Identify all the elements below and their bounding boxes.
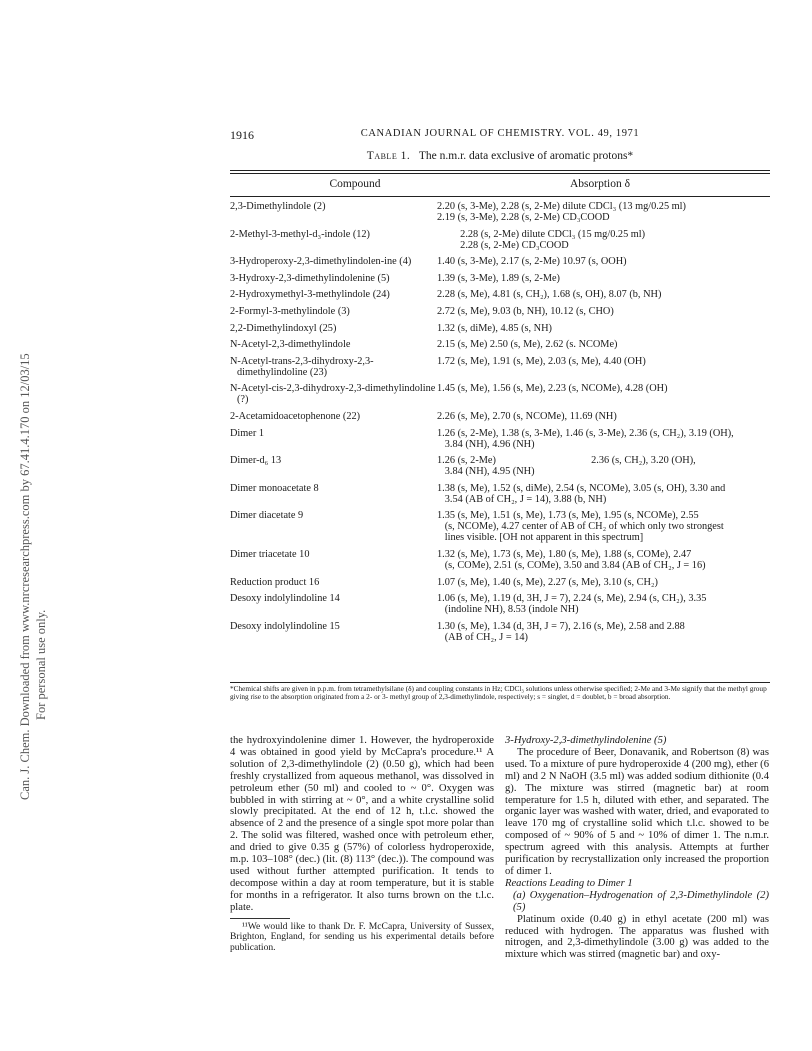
table-row (230, 323, 770, 334)
personal-use-text: For personal use only. (34, 609, 48, 720)
compound-cell: 2-Methyl-3-methyl-d₃-indole (12) (230, 228, 370, 240)
journal-title: CANADIAN JOURNAL OF CHEMISTRY. VOL. 49, 1971 (360, 128, 640, 139)
table-row (230, 256, 770, 267)
download-notice (14, 300, 64, 800)
absorption-cell: 2.26 (s, Me), 2.70 (s, NCOMe), 11.69 (NH) (437, 410, 617, 422)
absorption-cell: 1.06 (s, Me), 1.19 (d, 3H, J = 7), 2.24 (s, Me), 2.94 (s, CH₂), 3.35 (indoline NH), 8.53 (indole NH) (437, 593, 707, 616)
compound-cell: Dimer triacetate 10 (230, 548, 310, 560)
absorption-cell: 2.28 (s, Me), 4.81 (s, CH₂), 1.68 (s, OH), 8.07 (b, NH) (437, 289, 662, 301)
absorption-cell: 1.32 (s, diMe), 4.85 (s, NH) (437, 322, 552, 334)
compound-cell: Dimer monoacetate 8 (230, 482, 319, 494)
compound-cell: N-Acetyl-2,3-dimethylindole (230, 339, 351, 351)
absorption-cell: 1.30 (s, Me), 1.34 (d, 3H, J = 7), 2.16 (s, Me), 2.58 and 2.88 (AB of CH₂, J = 14) (437, 620, 685, 643)
table-title: The n.m.r. data exclusive of aromatic protons* (418, 150, 634, 162)
absorption-cell: 1.26 (s, 2-Me) 2.36 (s, CH₂), 3.20 (OH), 3.84 (NH), 4.95 (NH) (437, 455, 696, 478)
absorption-cell: 1.45 (s, Me), 1.56 (s, Me), 2.23 (s, NCOMe), 4.28 (OH) (437, 383, 668, 395)
absorption-cell: 1.39 (s, 3-Me), 1.89 (s, 2-Me) (437, 272, 560, 284)
table-top-rule (230, 170, 770, 171)
compound-cell: 3-Hydroxy-2,3-dimethylindolenine (5) (230, 272, 390, 284)
section-heading: Reactions Leading to Dimer 1 (505, 877, 633, 889)
table-bottom-rule (230, 682, 770, 683)
table-row (230, 549, 770, 571)
absorption-cell: 1.35 (s, Me), 1.51 (s, Me), 1.73 (s, Me), 1.95 (s, NCOMe), 2.55 (s, NCOMe), 4.27 center of AB of CH₂ of which only two strongest lines visible. [OH not apparent in this spectrum] (437, 510, 724, 544)
col-absorption-header: Absorption δ (569, 178, 631, 190)
table-row (230, 593, 770, 615)
compound-cell: Desoxy indolylindoline 14 (230, 593, 340, 605)
page-header (230, 128, 770, 146)
table-body (230, 201, 770, 648)
table-header-rule (230, 196, 770, 197)
footnote-rule (230, 918, 290, 919)
table-row (230, 411, 770, 422)
footnote: ¹¹We would like to thank Dr. F. McCapra, University of Sussex, Brighton, England, for sending us his experimental details before publication. (230, 920, 494, 954)
table-label: Table 1. (366, 150, 411, 162)
compound-cell: 3-Hydroperoxy-2,3-dimethylindolen-ine (4) (230, 256, 412, 268)
table-row (230, 383, 770, 405)
absorption-cell: 1.26 (s, 2-Me), 1.38 (s, 3-Me), 1.46 (s, 3-Me), 2.36 (s, CH₂), 3.19 (OH), 3.84 (NH), 4.96 (NH) (437, 427, 734, 450)
compound-cell: 2,2-Dimethylindoxyl (25) (230, 322, 337, 334)
download-notice-text: Can. J. Chem. Downloaded from www.nrcresearchpress.com by 67.41.4.170 on 12/03/15 (18, 353, 32, 800)
table-row (230, 510, 770, 543)
compound-cell: Reduction product 16 (230, 576, 320, 588)
compound-cell: 2-Formyl-3-methylindole (3) (230, 305, 350, 317)
body-paragraph: The procedure of Beer, Donavanik, and Robertson (8) was used. To a mixture of pure hydroperoxide 4 (200 mg), ether (6 ml) and 2 N NaOH (3.5 ml) was added sodium dithionite (0.4 g). The mixture was stirred (magnetic bar) at room temperature for 1.5 h, diluted with ether, and separated. The organic layer was washed with water, dried, and evaporated to leave 170 mg of crystalline solid which t.l.c. showed to be composed of ~ 90% of 5 and ~ 10% of dimer 1. The n.m.r. spectrum agreed with this analysis. Attempts at further purification by recrystallization only increased the proportion of dimer 1. (505, 746, 769, 877)
absorption-cell: 2.28 (s, 2-Me) dilute CDCl₃ (15 mg/0.25 ml) 2.28 (s, 2-Me) CD₃COOD (460, 228, 646, 251)
absorption-cell: 2.72 (s, Me), 9.03 (b, NH), 10.12 (s, CHO) (437, 305, 614, 317)
table-row (230, 273, 770, 284)
absorption-cell: 1.72 (s, Me), 1.91 (s, Me), 2.03 (s, Me), 4.40 (OH) (437, 355, 646, 367)
table-row (230, 201, 770, 223)
table-footnote: *Chemical shifts are given in p.p.m. from tetramethylsilane (δ) and coupling constants in Hz; CDCl₃ solutions unless otherwise specified; 2-Me and 3-Me signify that the methyl group giving rise to the absorption originated from a 2- or 3- methyl group of 2,3-dimethylindole, respectively; s = singlet, d = doublet, b = broad absorption. (230, 684, 767, 702)
col-compound-header: Compound (329, 178, 381, 190)
right-column (505, 735, 769, 961)
absorption-cell: 1.38 (s, Me), 1.52 (s, diMe), 2.54 (s, NCOMe), 3.05 (s, OH), 3.30 and 3.54 (AB of CH₂, J = 14), 3.88 (b, NH) (437, 482, 726, 505)
absorption-cell: 1.07 (s, Me), 1.40 (s, Me), 2.27 (s, Me), 3.10 (s, CH₂) (437, 576, 658, 588)
table-row (230, 483, 770, 505)
compound-cell: Desoxy indolylindoline 15 (230, 620, 340, 632)
compound-cell: 2,3-Dimethylindole (2) (230, 201, 326, 212)
absorption-cell: 1.32 (s, Me), 1.73 (s, Me), 1.80 (s, Me), 1.88 (s, COMe), 2.47 (s, COMe), 2.51 (s, COMe), 3.50 and 3.84 (AB of CH₂, J = 16) (437, 548, 706, 571)
page-number: 1916 (230, 128, 254, 142)
table-row (230, 229, 770, 251)
subsection-heading: (a) Oxygenation–Hydrogenation of 2,3-Dimethylindole (2) (5) (513, 889, 769, 913)
table-row (230, 455, 770, 477)
table-row (230, 577, 770, 588)
compound-cell: 2-Hydroxymethyl-3-methylindole (24) (230, 289, 390, 301)
table-row (230, 621, 770, 643)
table-caption (230, 150, 770, 162)
table-row (230, 339, 770, 350)
compound-cell: Dimer diacetate 9 (230, 510, 304, 522)
left-column (230, 735, 494, 954)
absorption-cell: 1.40 (s, 3-Me), 2.17 (s, 2-Me) 10.97 (s, OOH) (437, 256, 627, 268)
compound-cell: 2-Acetamidoacetophenone (22) (230, 410, 361, 422)
table-row (230, 428, 770, 450)
compound-cell: Dimer 1 (230, 427, 265, 439)
compound-cell: N-Acetyl-cis-2,3-dihydroxy-2,3-dimethylindoline (?) (230, 383, 436, 406)
body-paragraph: Platinum oxide (0.40 g) in ethyl acetate (200 ml) was reduced with hydrogen. The apparatus was flushed with nitrogen, and 2,3-dimethylindole (3.00 g) was added to the mixture which was stirred (magnetic bar) and oxy- (505, 913, 769, 961)
absorption-cell: 2.20 (s, 3-Me), 2.28 (s, 2-Me) dilute CDCl₃ (13 mg/0.25 ml) 2.19 (s, 3-Me), 2.28 (s, 2-Me) CD₃COOD (437, 201, 686, 223)
table-top-rule-2 (230, 173, 770, 174)
table-row (230, 356, 770, 378)
body-paragraph: the hydroxyindolenine dimer 1. However, the hydroperoxide 4 was obtained in good yield by McCapra's procedure.¹¹ A solution of 2,3-dimethylindole (2) (0.50 g), which had been freshly crystallized from aqueous methanol, was dissolved in petroleum ether (50 ml) and cooled to ~ 0°. Oxygen was bubbled in with stirring at ~ 0°, and a white crystalline solid slowly precipitated. At the end of 12 h, t.l.c. showed the absence of 2 and the presence of a single spot more polar than 2. The solid was filtered, washed once with petroleum ether, and dried to give 0.35 g (57%) of colorless hydroperoxide, m.p. 103–108° (dec.) (lit. (8) 113° (dec.)). The compound was used without further attempted purification. It tends to decompose within a day at room temperature, but it is stable for months in a refrigerator. It also turns brown on the t.l.c. plate. (230, 735, 494, 913)
table-row (230, 306, 770, 317)
compound-cell: N-Acetyl-trans-2,3-dihydroxy-2,3-dimethylindoline (23) (230, 355, 374, 378)
table-row (230, 289, 770, 300)
section-heading: 3-Hydroxy-2,3-dimethylindolenine (5) (505, 735, 667, 746)
compound-cell: Dimer-d₆ 13 (230, 455, 282, 467)
absorption-cell: 2.15 (s, Me) 2.50 (s, Me), 2.62 (s. NCOMe) (437, 339, 618, 351)
